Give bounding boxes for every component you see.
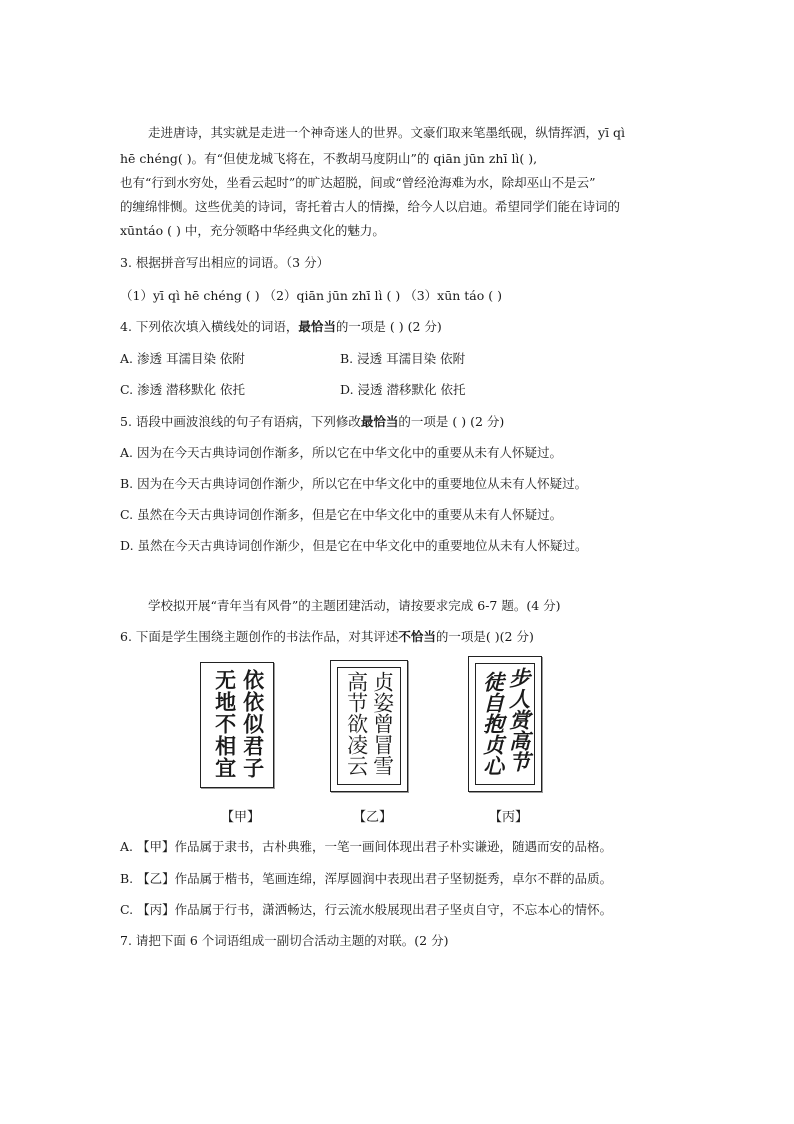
calligraphy-left-column: 高节欲凌云 [344, 671, 369, 776]
q5-option-c: C. 虽然在今天古典诗词创作渐多，但是它在中华文化中的重要从未有人怀疑过。 [120, 507, 563, 522]
calligraphy-work-bing [468, 656, 542, 792]
calligraphy-right-column: 依依似君子 [240, 669, 265, 779]
q4-option-c: C. 渗透 潜移默化 依托 [120, 382, 246, 397]
calligraphy-left-column: 徒自抱贞心 [480, 671, 505, 776]
caption-yi: 【乙】 [353, 810, 393, 825]
calligraphy-work-jia [200, 662, 274, 788]
q6-option-c: C. 【丙】作品属于行书，潇洒畅达，行云流水般展现出君子坚贞自守，不忘本心的情怀。 [120, 902, 613, 917]
q4-option-d: D. 浸透 潜移默化 依托 [340, 382, 466, 397]
q6-option-a: A. 【甲】作品属于隶书，古朴典雅，一笔一画间体现出君子朴实谦逊，随遇而安的品格。 [120, 839, 612, 854]
q5-title: 5. 语段中画波浪线的句子有语病，下列修改最恰当的一项是 ( ) (2 分) [120, 414, 505, 429]
passage-line-1: 走进唐诗，其实就是走进一个神奇迷人的世界。文豪们取来笔墨纸砚，纵情挥洒，yī qì [148, 125, 626, 140]
calligraphy-left-column: 无地不相宜 [212, 669, 237, 779]
q6-title: 6. 下面是学生围绕主题创作的书法作品，对其评述不恰当的一项是( )(2 分) [120, 629, 534, 644]
q3-title: 3. 根据拼音写出相应的词语。（3 分） [120, 255, 330, 270]
q4-title: 4. 下列依次填入横线处的词语，最恰当的一项是 ( ) (2 分) [120, 319, 442, 334]
q5-option-a: A. 因为在今天古典诗词创作渐多，所以它在中华文化中的重要从未有人怀疑过。 [120, 445, 562, 460]
q5-option-b: B. 因为在今天古典诗词创作渐少，所以它在中华文化中的重要地位从未有人怀疑过。 [120, 476, 588, 491]
passage-line-4: 的缠绵悱恻。这些优美的诗词，寄托着古人的情操，给今人以启迪。希望同学们能在诗词的 [120, 199, 621, 214]
caption-jia: 【甲】 [221, 810, 261, 825]
activity-intro: 学校拟开展“青年当有风骨”的主题团建活动，请按要求完成 6-7 题。(4 分) [148, 598, 561, 613]
q3-answers: （1）yī qì hē chéng ( ) （2）qiān jūn zhī lì ( ) （3）xūn táo ( ) [120, 288, 502, 303]
calligraphy-work-yi [330, 660, 408, 792]
passage-line-2: hē chéng( )。有“但使龙城飞将在，不教胡马度阴山”的 qiān jūn zhī lì( ), [120, 151, 538, 166]
q4-option-b: B. 浸透 耳濡目染 依附 [340, 351, 466, 366]
caption-bing: 【丙】 [489, 810, 529, 825]
q5-option-d: D. 虽然在今天古典诗词创作渐少，但是它在中华文化中的重要地位从未有人怀疑过。 [120, 538, 588, 553]
q7-title: 7. 请把下面 6 个词语组成一副切合活动主题的对联。(2 分) [120, 933, 449, 948]
passage-line-5: xūntáo ( ) 中，充分领略中华经典文化的魅力。 [120, 223, 385, 238]
calligraphy-right-column: 步人赏高节 [506, 667, 531, 772]
passage-line-3: 也有“行到水穷处，坐看云起时”的旷达超脱，间或“曾经沧海难为水，除却巫山不是云” [120, 175, 596, 190]
calligraphy-right-column: 贞姿曾冒雪 [370, 671, 395, 776]
q6-option-b: B. 【乙】作品属于楷书，笔画连绵，浑厚圆润中表现出君子坚韧挺秀，卓尔不群的品质。 [120, 871, 613, 886]
q4-option-a: A. 渗透 耳濡目染 依附 [120, 351, 245, 366]
